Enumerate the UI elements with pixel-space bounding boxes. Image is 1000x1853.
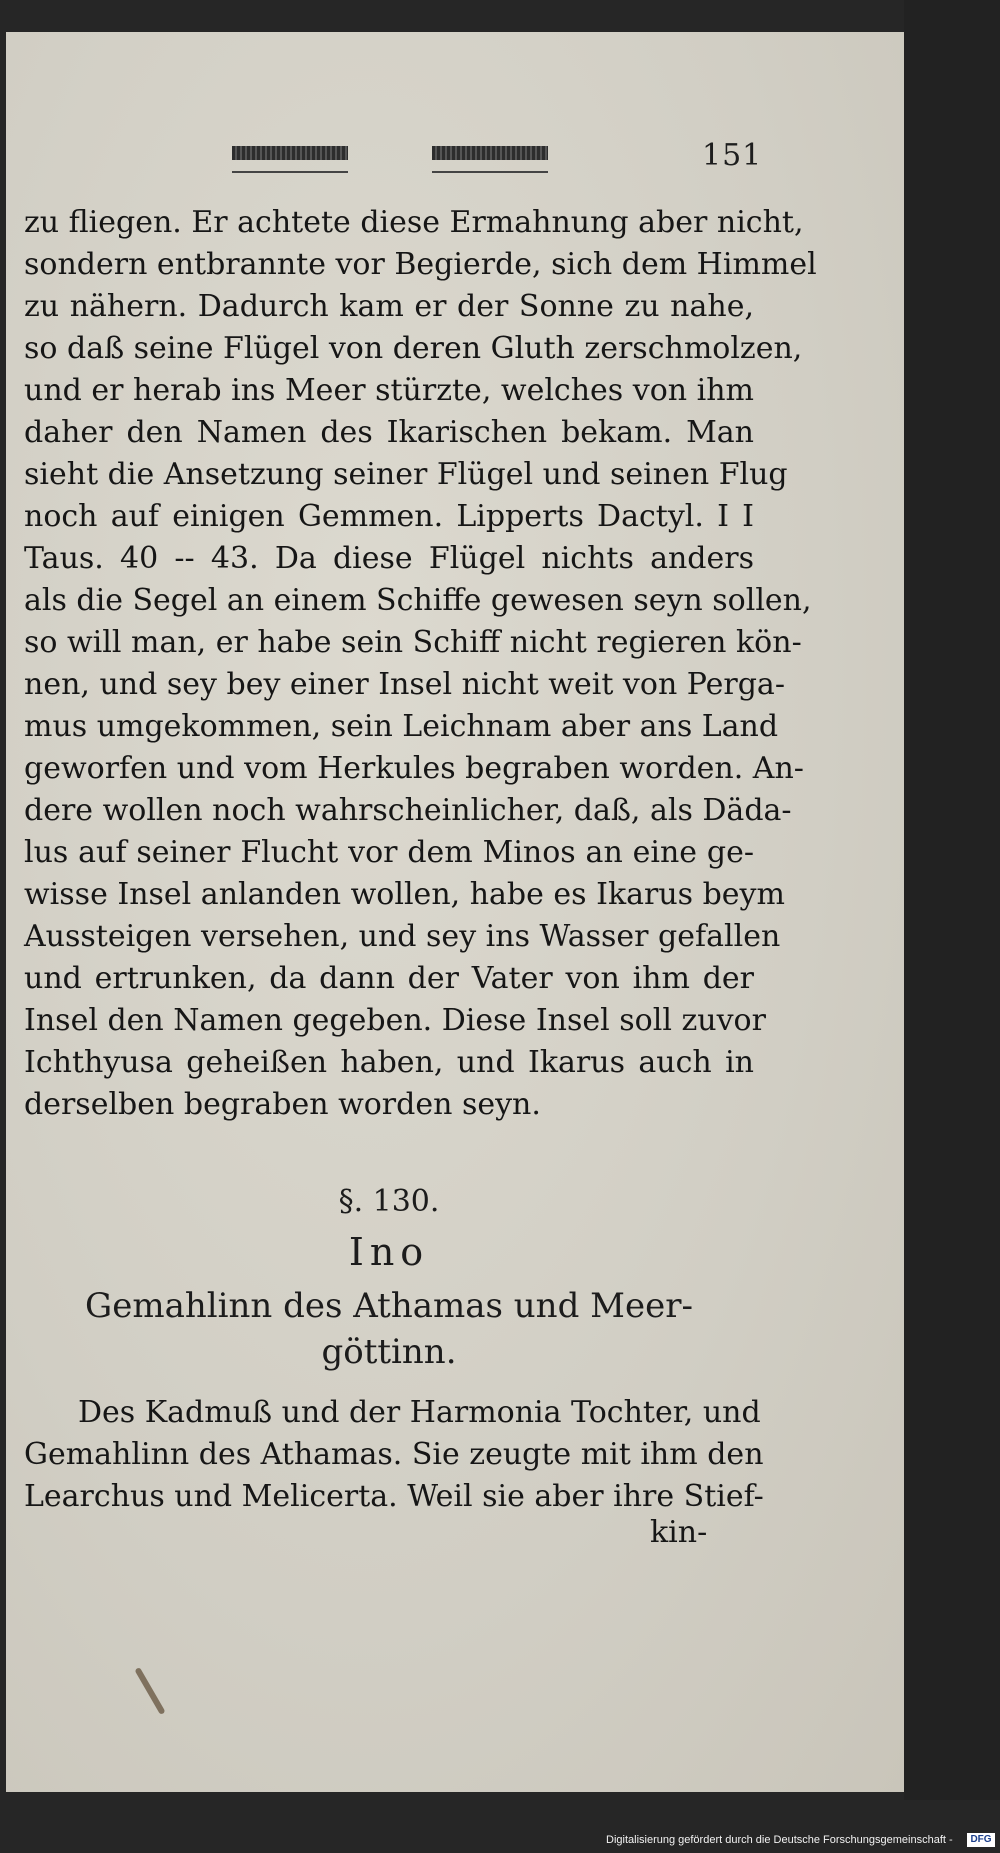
text-line: Des Kadmuß und der Harmonia Tochter, und	[78, 1395, 761, 1430]
text-line: lus auf seiner Flucht vor dem Minos an eine ge-	[24, 835, 754, 870]
text-line: dere wollen noch wahrscheinlicher, daß, als Däda-	[24, 793, 792, 828]
text-line: zu nähern. Dadurch kam er der Sonne zu nahe,	[24, 289, 754, 324]
text-line: mus umgekommen, sein Leichnam aber ans Land	[24, 709, 779, 744]
text-line: so will man, er habe sein Schiff nicht regieren kön-	[24, 625, 802, 660]
text-line: Learchus und Melicerta. Weil sie aber ihre Stief-	[24, 1479, 764, 1514]
header-ornament-left	[232, 146, 348, 160]
book-spine-shadow	[904, 0, 1000, 1800]
section-subtitle: Gemahlinn des Athamas und Meer-	[85, 1286, 693, 1326]
section-subtitle: göttinn.	[321, 1332, 457, 1372]
digitization-credit: Digitalisierung gefördert durch die Deutsche Forschungsgemeinschaft -	[606, 1834, 953, 1846]
section-number: §. 130.	[338, 1184, 440, 1219]
text-line: geworfen und vom Herkules begraben worden. An-	[24, 751, 804, 786]
page-number: 151	[702, 138, 763, 173]
text-line: wisse Insel anlanden wollen, habe es Ikarus beym	[24, 877, 785, 912]
text-line: und er herab ins Meer stürzte, welches von ihm	[24, 373, 754, 408]
text-line: Aussteigen versehen, und sey ins Wasser gefallen	[24, 919, 781, 954]
text-line: Taus. 40 -- 43. Da diese Flügel nichts anders	[24, 541, 754, 576]
text-line: sondern entbrannte vor Begierde, sich dem Himmel	[24, 247, 817, 282]
text-line: und ertrunken, da dann der Vater von ihm der	[24, 961, 754, 996]
header-ornament-right	[432, 146, 548, 160]
catchword: kin-	[650, 1515, 708, 1550]
text-line: sieht die Ansetzung seiner Flügel und seinen Flug	[24, 457, 788, 492]
text-line: nen, und sey bey einer Insel nicht weit von Perga-	[24, 667, 785, 702]
header-rule-right	[432, 171, 548, 173]
text-line: Ichthyusa geheißen haben, und Ikarus auch in	[24, 1045, 754, 1080]
section-title: Ino	[348, 1230, 430, 1274]
text-line: zu fliegen. Er achtete diese Ermahnung aber nicht,	[24, 205, 804, 240]
text-line: Insel den Namen gegeben. Diese Insel soll zuvor	[24, 1003, 766, 1038]
header-rule-left	[232, 171, 348, 173]
text-line: Gemahlinn des Athamas. Sie zeugte mit ihm den	[24, 1437, 764, 1472]
text-line: noch auf einigen Gemmen. Lipperts Dactyl. I I	[24, 499, 754, 534]
text-line: daher den Namen des Ikarischen bekam. Man	[24, 415, 754, 450]
text-line: derselben begraben worden seyn.	[24, 1087, 541, 1122]
dfg-logo: DFG	[967, 1833, 995, 1847]
text-line: als die Segel an einem Schiffe gewesen seyn sollen,	[24, 583, 812, 618]
text-line: so daß seine Flügel von deren Gluth zerschmolzen,	[24, 331, 803, 366]
